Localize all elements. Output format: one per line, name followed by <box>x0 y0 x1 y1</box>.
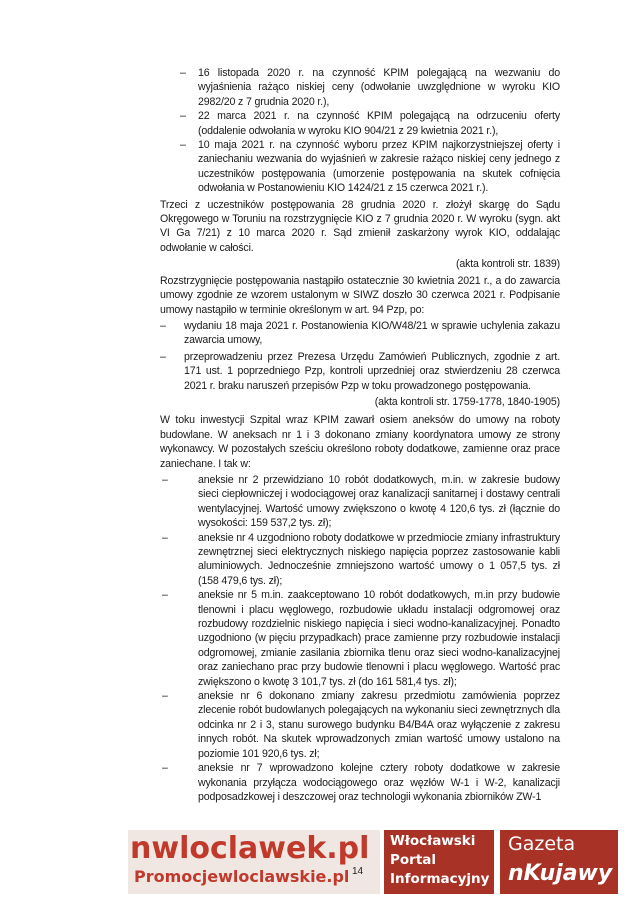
reference-note: (akta kontroli str. 1839) <box>455 258 560 271</box>
watermark-footer <box>0 830 636 900</box>
list-item: – aneksie nr 2 przewidziano 10 robót dodatkowych, m.in. w zakresie budowy sieci ciepłowniczej i wodociągowej oraz kanalizacji sanitarnej i dostawy centrali wentylacyjnej. Wartość umowy zwiększono o kwotę 4 120,6 tys. zł (łącznie do wysokości: 159 537,2 tys. zł); <box>162 473 560 530</box>
dash-bullet: – <box>180 110 186 123</box>
list-item: – 22 marca 2021 r. na czynność KPIM polegającą na odrzuceniu oferty (oddalenie odwołania w wyroku KIO 904/21 z 29 kwietnia 2021 r.), <box>180 110 560 137</box>
reference-note: (akta kontroli str. 1759-1778, 1840-1905) <box>374 395 560 408</box>
dash-bullet: – <box>162 690 168 703</box>
list-item: – przeprowadzeniu przez Prezesa Urzędu Zamówień Publicznych, zgodnie z art. 171 ust. 1 poprzedniego Pzp, kontroli uprzedniej oraz stwierdzeniu 28 czerwca 2021 r. braku naruszeń przepisów Pzp w toku prowadzonego postępowania. <box>160 350 560 392</box>
list-item: – 16 listopada 2020 r. na czynność KPIM polegającą na wezwaniu do wyjaśnienia rażąco niskiej ceny (odwołanie uwzględnione w wyroku KIO 2982/20 z 7 grudnia 2020 r.), <box>180 67 560 108</box>
list-item: – aneksie nr 6 dokonano zmiany zakresu przedmiotu zamówienia poprzez zlecenie robót budowlanych polegających na wykonaniu sieci zewnętrznych dla odcinka nr 2 i 3, stanu surowego budynku B4/B4A oraz wyłączenie z zakresu innych robót. Na skutek wprowadzonych zmian wartość umowy ustalono na poziomie 101 920,6 tys. zł; <box>162 690 560 760</box>
gazeta-badge[interactable]: Gazeta nKujawy <box>500 830 618 894</box>
dash-bullet: – <box>180 67 186 79</box>
dash-bullet: – <box>162 589 168 602</box>
list-item: – aneksie nr 5 m.in. zaakceptowano 10 robót dodatkowych, m.in przy budowie tlenowni i placu węglowego, rozbudowie układu instalacji odgromowej oraz rozbudowy rozdzielnic niskiego napięcia i sieci wodno-kanalizacyjnej. Ponadto uzgodniono (w pięciu przypadkach) prace zamienne przy rozbudowie instalacji odgromowej, zmianie zasilania zbiornika tlenu oraz sieci wodno-kanalizacyjnej oraz zaniechano prac przy budowie tlenowni i placu węglowego. Wartość prac zwiększono o kwotę 3 101,7 tys. zł (do 161 581,4 tys. zł); <box>162 589 560 688</box>
dash-bullet: – <box>162 473 168 486</box>
dash-bullet: – <box>162 531 168 544</box>
dash-bullet: – <box>162 762 168 775</box>
dash-bullet: – <box>160 350 166 363</box>
portal-badge[interactable]: Włocławski Portal Informacyjny <box>384 830 494 894</box>
list-item: – aneksie nr 7 wprowadzono kolejne cztery roboty dodatkowe w zakresie wykonania przyłącza wodociągowego oraz węzłów W-1 i W-2, kanalizacji podposadzkowej i deszczowej oraz technologii wykonania zbiorników ZW-1 <box>162 762 560 803</box>
list-item: – wydaniu 18 maja 2021 r. Postanowienia KIO/W48/21 w sprawie uchylenia zakazu zawarcia umowy, <box>160 319 560 347</box>
document-page <box>160 66 560 804</box>
paragraph: Rozstrzygnięcie postępowania nastąpiło ostatecznie 30 kwietnia 2021 r., a do zawarcia umowy zgodnie ze wzorem ustalonym w SIWZ doszło 30 czerwca 2021 r. Podpisanie umowy nastąpiło w terminie określonym w art. 94 Pzp, po: <box>160 274 560 316</box>
paragraph: Trzeci z uczestników postępowania 28 grudnia 2020 r. złożył skargę do Sądu Okręgowego w Toruniu na rozstrzygnięcie KIO z 7 grudnia 2020 r. W wyroku (sygn. akt VI Ga 7/21) z 10 marca 2020 r. Sąd zmienił zaskarżony wyrok KIO, oddalając odwołanie w całości. <box>160 198 560 254</box>
dash-bullet: – <box>160 319 166 332</box>
dash-bullet: – <box>180 139 186 152</box>
annex-list <box>160 473 560 804</box>
site-logo[interactable]: nwloclawek.pl <box>130 831 370 866</box>
list-item: – 10 maja 2021 r. na czynność wyboru przez KPIM najkorzystniejszej oferty i zaniechaniu wezwania do wyjaśnień w zakresie rażąco niskiej ceny jednego z uczestników postępowania (umorzenie postępowania na skutek cofnięcia odwołania w Postanowieniu KIO 1424/21 z 15 czerwca 2021 r.). <box>180 139 560 195</box>
appeals-list <box>160 66 560 196</box>
page-number: 14 <box>352 866 364 877</box>
paragraph: W toku inwestycji Szpital wraz KPIM zawarł osiem aneksów do umowy na roboty budowlane. W aneksach nr 1 i 3 dokonano zmiany koordynatora umowy ze strony wykonawcy. W pozostałych sześciu określono roboty dodatkowe, zamienne oraz prace zaniechane. I tak w: <box>160 414 560 470</box>
site-logo-secondary[interactable]: Promocjewloclawskie.pl <box>134 867 350 886</box>
conditions-list <box>160 319 560 393</box>
list-item: – aneksie nr 4 uzgodniono roboty dodatkowe w przedmiocie zmiany infrastruktury zewnętrznej sieci elektrycznych niskiego napięcia poprzez zastosowanie kabli aluminiowych. Jednocześnie zmniejszono wartość umowy o 1 057,5 tys. zł (158 479,6 tys. zł); <box>162 531 560 587</box>
